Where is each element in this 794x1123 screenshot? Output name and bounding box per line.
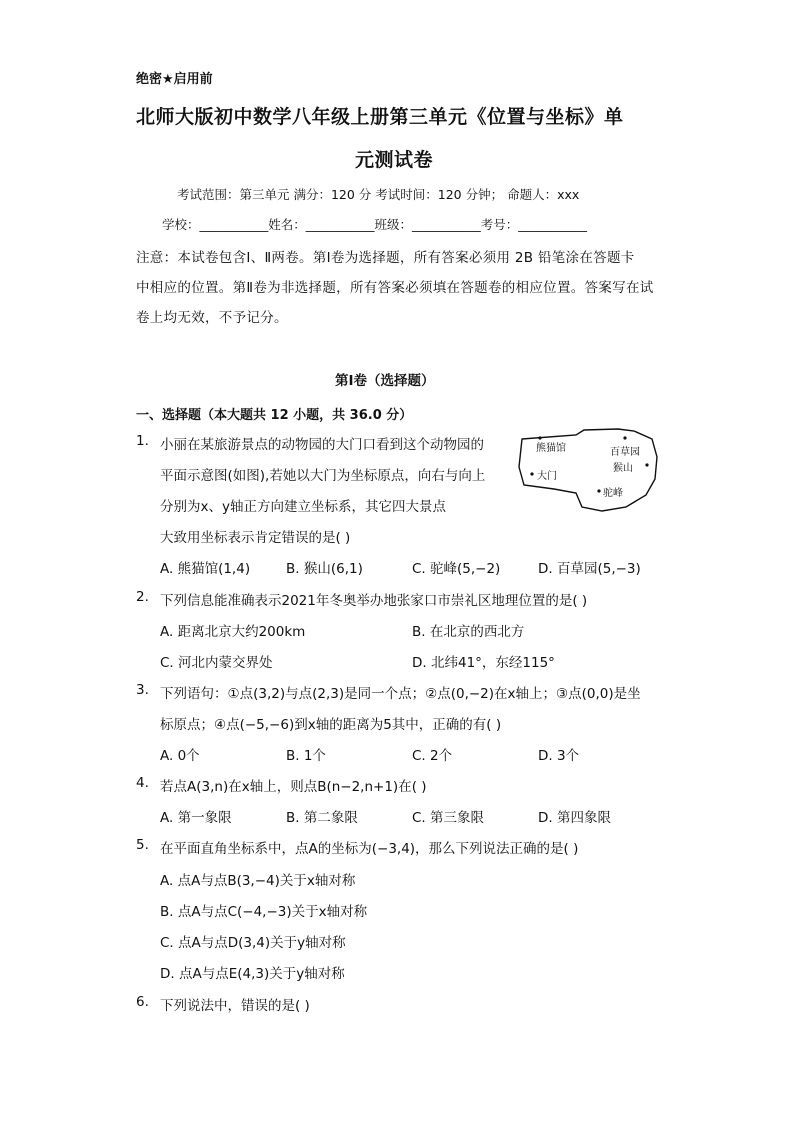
question-text: 分别为x、y轴正方向建立坐标系，其它四大景点 [160,499,446,515]
option-d: D. 百草园(5,−3) [538,561,641,577]
zoo-boundary [519,429,657,511]
question-number: 2. [136,589,149,605]
zoo-map-figure [514,427,660,513]
option-d: D. 第四象限 [538,810,611,826]
notice-line: 卷上均无效，不予记分。 [136,310,288,326]
option-c: C. 第三象限 [412,810,485,826]
question-text: 若点A(3,n)在x轴上，则点B(n−2,n+1)在( ) [160,779,427,795]
part-heading: 一、选择题（本大题共 12 小题，共 36.0 分） [136,408,413,423]
question-text: 下列说法中，错误的是( ) [160,998,310,1014]
section-title: 第Ⅰ卷（选择题） [335,373,435,389]
option-a: A. 点A与点B(3,−4)关于x轴对称 [160,873,356,889]
option-d: D. 3个 [538,748,580,764]
question-number: 1. [136,433,149,449]
option-a: A. 距离北京大约200km [160,624,306,640]
option-c: C. 驼峰(5,−2) [412,561,501,577]
question-text: 平面示意图(如图),若她以大门为坐标原点，向右与向上 [160,468,486,484]
map-label: 百草园 [610,447,640,458]
option-a: A. 第一象限 [160,810,232,826]
exam-title-line2: 元测试卷 [355,149,434,171]
question-text: 标原点；④点(−5,−6)到x轴的距离为5其中，正确的有( ) [160,717,502,733]
option-b: B. 猴山(6,1) [286,561,363,577]
option-b: B. 1个 [286,748,326,764]
notice-line: 中相应的位置。第Ⅱ卷为非选择题，所有答案必须填在答题卷的相应位置。答案写在试 [136,280,654,296]
option-d: D. 北纬41°，东经115° [412,655,555,671]
map-label: 熊猫馆 [536,443,566,454]
question-number: 3. [136,682,149,698]
map-label: 大门 [537,471,557,482]
exam-info: 考试范围：第三单元 满分：120 分 考试时间：120 分钟； 命题人：xxx [177,187,580,202]
option-c: C. 2个 [412,748,453,764]
exam-title-line1: 北师大版初中数学八年级上册第三单元《位置与坐标》单 [136,106,624,128]
option-d: D. 点A与点E(4,3)关于y轴对称 [160,966,345,982]
map-label: 猴山 [613,463,633,474]
option-b: B. 点A与点C(−4,−3)关于x轴对称 [160,904,368,920]
question-text: 大致用坐标表示肯定错误的是( ) [160,530,351,546]
student-fields: 学校：___________姓名：___________班级：___________考号：___________ [162,217,588,232]
option-b: B. 第二象限 [286,810,358,826]
map-label: 驼峰 [603,488,623,499]
map-point [538,436,541,439]
question-text: 小丽在某旅游景点的动物园的大门口看到这个动物园的 [160,437,484,453]
option-a: A. 0个 [160,748,200,764]
option-c: C. 河北内蒙交界处 [160,655,273,671]
question-text: 下列信息能准确表示2021年冬奥举办地张家口市崇礼区地理位置的是( ) [160,593,588,609]
question-text: 在平面直角坐标系中，点A的坐标为(−3,4)，那么下列说法正确的是( ) [160,841,579,857]
option-a: A. 熊猫馆(1,4) [160,561,251,577]
map-point [645,463,648,466]
map-point [530,472,533,475]
confidential-mark: 绝密★启用前 [136,72,213,87]
map-point [597,489,600,492]
question-number: 5. [136,837,149,853]
notice-line: 注意：本试卷包含Ⅰ、Ⅱ两卷。第Ⅰ卷为选择题，所有答案必须用 2B 铅笔涂在答题卡 [136,250,635,266]
option-b: B. 在北京的西北方 [412,624,525,640]
question-text: 下列语句：①点(3,2)与点(2,3)是同一个点；②点(0,−2)在x轴上；③点(0,0)是坐 [160,686,641,702]
question-number: 4. [136,775,149,791]
option-c: C. 点A与点D(3,4)关于y轴对称 [160,935,346,951]
question-number: 6. [136,994,149,1010]
map-point [623,436,626,439]
